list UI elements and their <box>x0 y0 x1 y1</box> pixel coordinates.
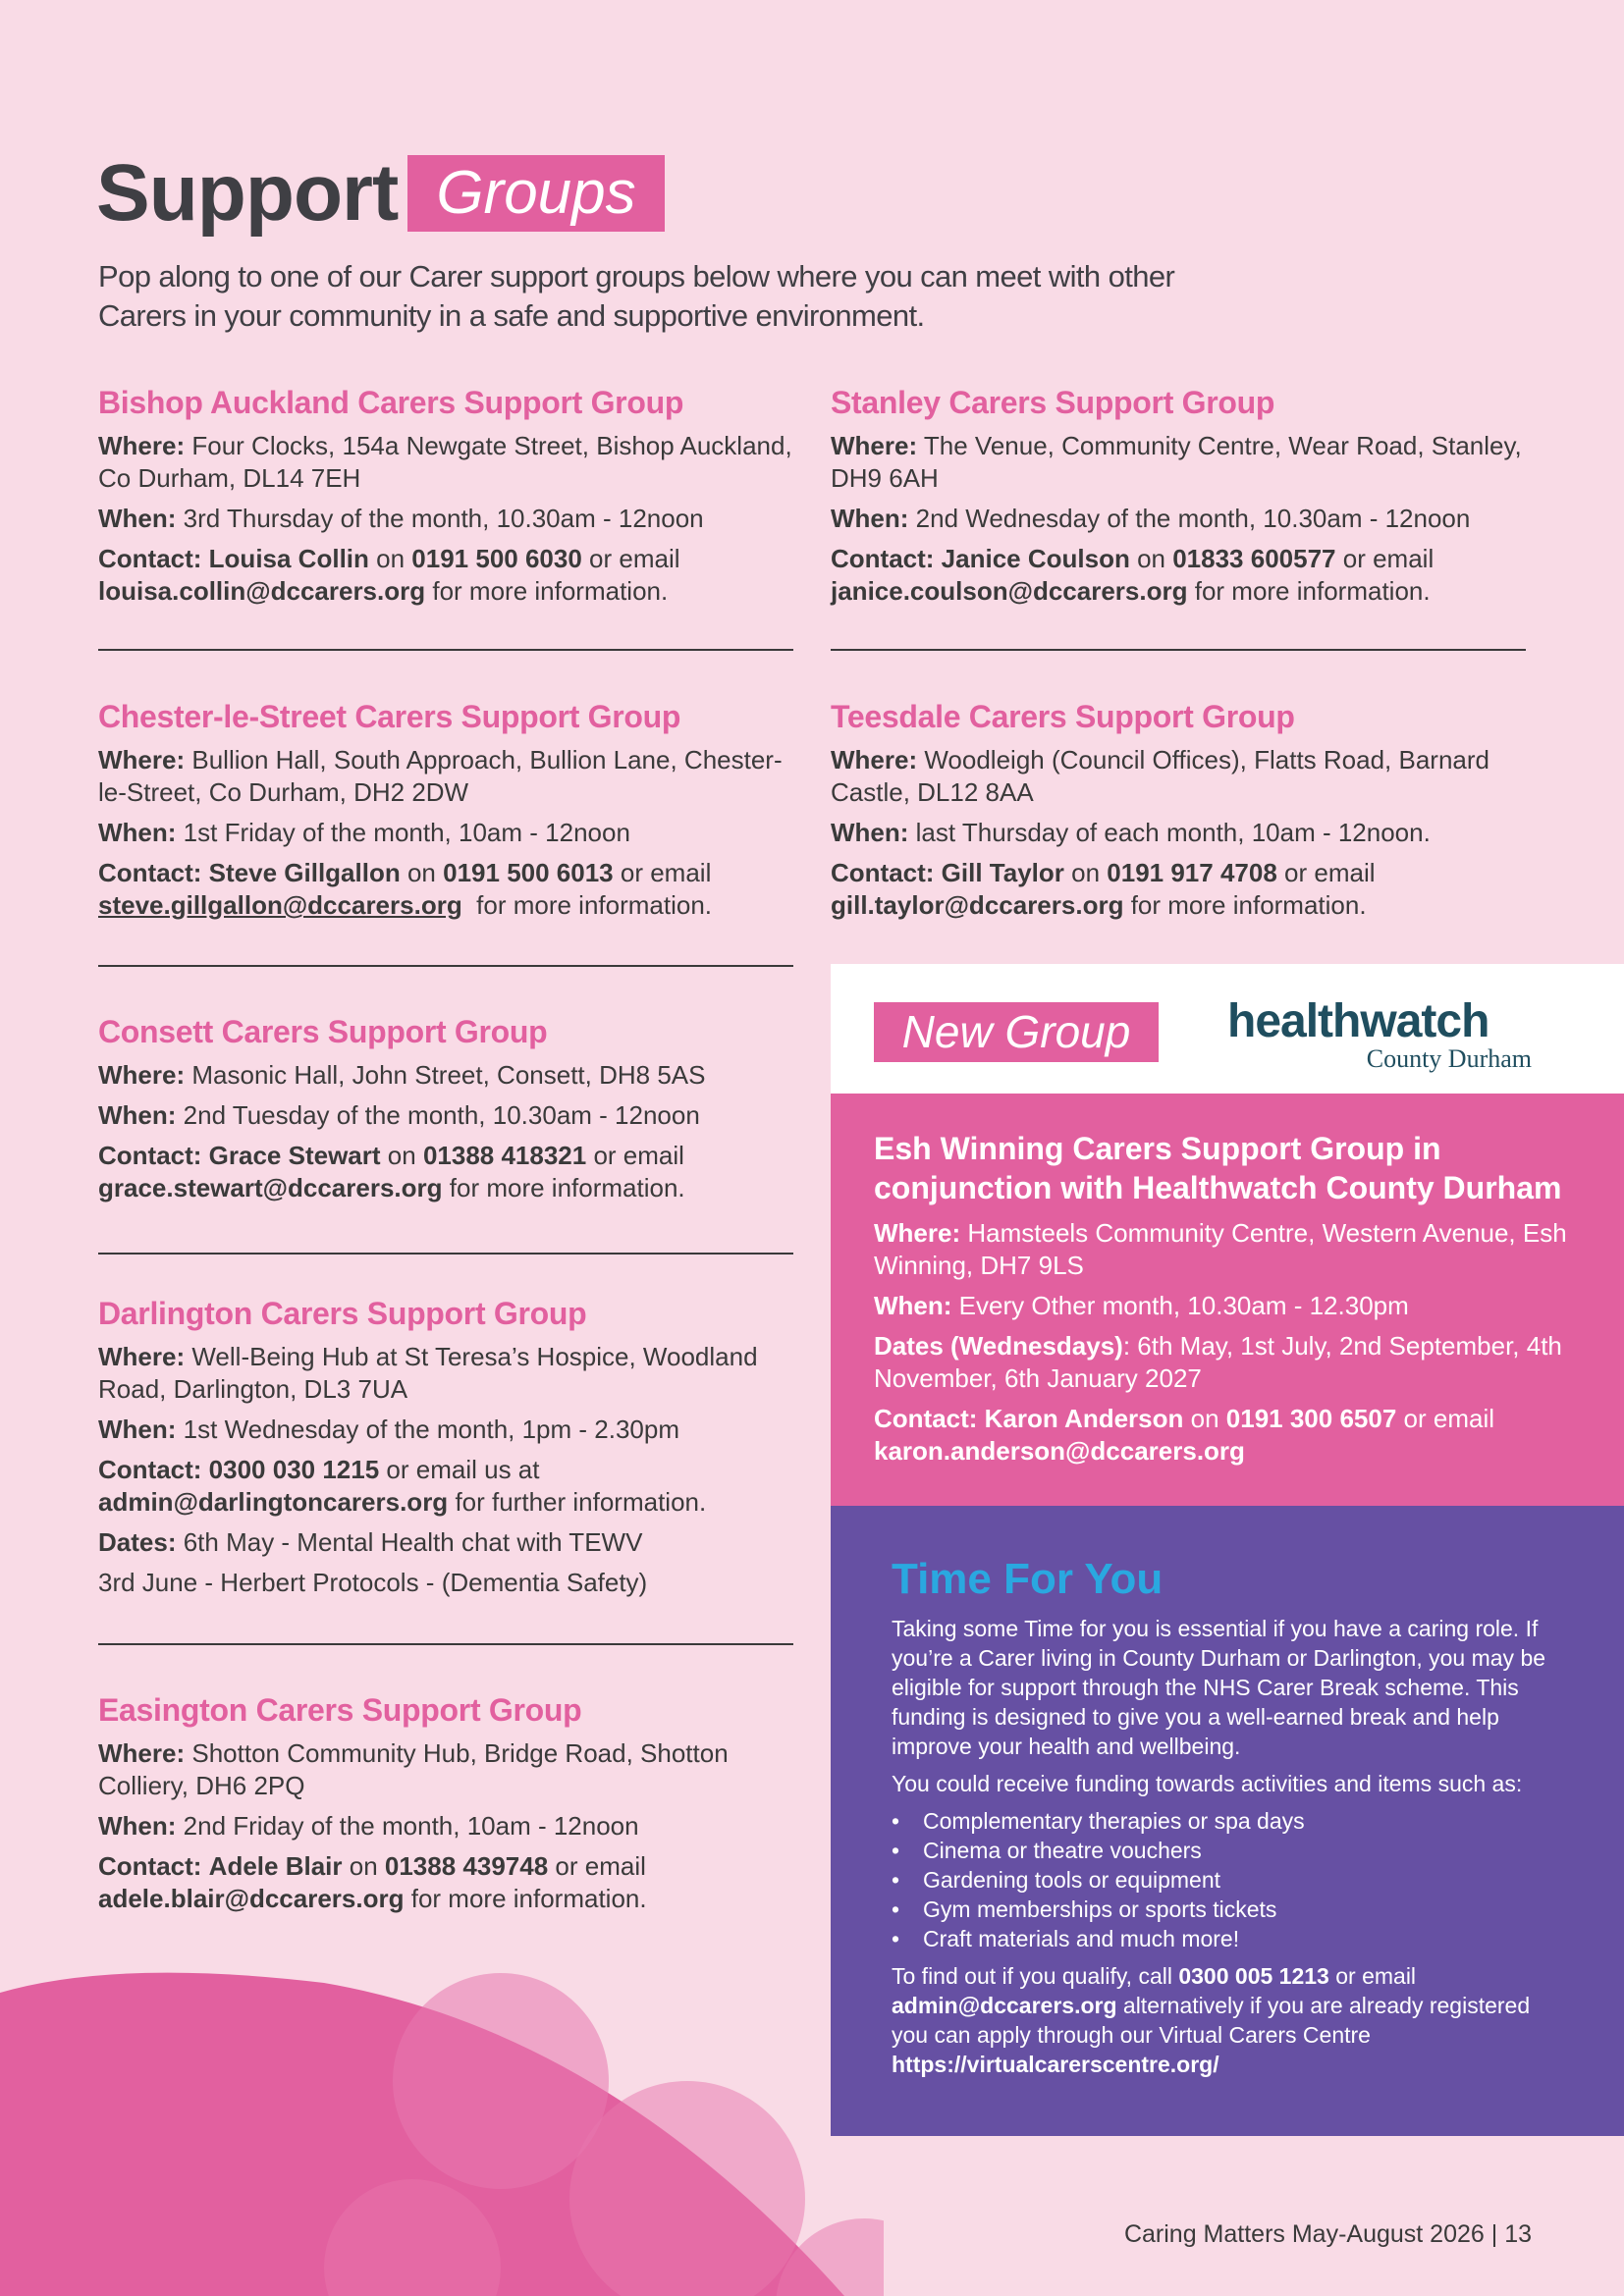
further-info-text: for further information. <box>455 1487 707 1517</box>
list-item: • Gardening tools or equipment <box>892 1865 1559 1895</box>
where-label: Where: <box>98 1342 186 1371</box>
when-value: last Thursday of each month, 10am - 12noon. <box>915 818 1431 847</box>
where-value: Hamsteels Community Centre, Western Avenue, Esh Winning, DH7 9LS <box>874 1218 1567 1280</box>
divider <box>98 965 793 967</box>
when-label: When: <box>831 504 909 533</box>
or-email-text: or email <box>1342 544 1435 573</box>
more-info-text: for more information. <box>476 890 713 920</box>
more-info-text: for more information. <box>1130 890 1367 920</box>
email-link[interactable]: janice.coulson@dccarers.org <box>831 576 1188 606</box>
on-text: on <box>1190 1404 1219 1433</box>
time-for-you-para2: You could receive funding towards activities and items such as: <box>892 1771 1523 1796</box>
group-title: Chester-le-Street Carers Support Group <box>98 699 681 734</box>
list-item: • Cinema or theatre vouchers <box>892 1836 1559 1865</box>
time-for-you-para3 <box>892 1961 1559 2079</box>
where-label: Where: <box>98 1060 186 1090</box>
dates-label: Dates (Wednesdays) <box>874 1331 1123 1361</box>
contact-name: Grace Stewart <box>208 1141 381 1170</box>
on-text: on <box>1137 544 1165 573</box>
contact-label: Contact: <box>831 544 935 573</box>
where-value: Well-Being Hub at St Teresa’s Hospice, Woodland Road, Darlington, DL3 7UA <box>98 1342 758 1404</box>
contact-label: Contact: <box>98 1455 202 1484</box>
healthwatch-logo-sub: County Durham <box>1366 1044 1532 1073</box>
where-value: Masonic Hall, John Street, Consett, DH8 5AS <box>191 1060 706 1090</box>
when-label: When: <box>98 1811 177 1841</box>
contact-name: Gill Taylor <box>941 858 1064 887</box>
divider <box>98 649 793 651</box>
on-text: on <box>376 544 406 573</box>
dates-label: Dates: <box>98 1527 177 1557</box>
group-chester-le-street <box>98 697 795 930</box>
contact-label: Contact: <box>831 858 935 887</box>
phone-number[interactable]: 0300 005 1213 <box>1178 1963 1329 1989</box>
intro-text: Pop along to one of our Carer support groups below where you can meet with other Carers in your community in a safe and supportive environment. <box>98 259 1175 333</box>
group-stanley <box>831 383 1528 615</box>
or-email-text: or email <box>555 1851 646 1881</box>
or-email-text: or email us at <box>386 1455 540 1484</box>
group-title: Darlington Carers Support Group <box>98 1296 587 1331</box>
or-email-text: or email <box>620 858 712 887</box>
when-label: When: <box>98 818 177 847</box>
healthwatch-logo-name: healthwatch <box>1227 995 1489 1047</box>
on-text: on <box>406 858 436 887</box>
contact-label: Contact: <box>98 858 202 887</box>
decorative-pink-shape <box>0 1944 884 2296</box>
where-value: Bullion Hall, South Approach, Bullion Lane, Chester- le-Street, Co Durham, DH2 2DW <box>98 745 783 807</box>
dates-value: 6th May - Mental Health chat with TEWV <box>183 1527 643 1557</box>
email-link[interactable]: adele.blair@dccarers.org <box>98 1884 405 1913</box>
when-value: 2nd Friday of the month, 10am - 12noon <box>183 1811 639 1841</box>
healthwatch-logo <box>1227 997 1532 1076</box>
contact-name: Karon Anderson <box>984 1404 1184 1433</box>
dates-value: : 6th May, 1st July, 2nd September, 4th November, 6th January 2027 <box>874 1331 1562 1393</box>
time-for-you-title: Time For You <box>892 1555 1164 1603</box>
divider <box>98 1643 793 1645</box>
when-label: When: <box>874 1291 952 1320</box>
email-link[interactable]: admin@dccarers.org <box>892 1993 1117 2018</box>
when-label: When: <box>98 1415 177 1444</box>
group-title: Esh Winning Carers Support Group in conjunction with Healthwatch County Durham <box>874 1131 1562 1205</box>
when-value: 3rd Thursday of the month, 10.30am - 12noon <box>183 504 704 533</box>
page-title-tag: Groups <box>407 155 665 232</box>
or-email-text: or email <box>1403 1404 1495 1433</box>
email-link[interactable]: admin@darlingtoncarers.org <box>98 1487 449 1517</box>
phone-number[interactable]: 0191 500 6013 <box>443 858 614 887</box>
group-easington <box>98 1690 795 1923</box>
new-group-tag: New Group <box>874 1002 1159 1062</box>
url-link[interactable]: https://virtualcarerscentre.org/ <box>892 2052 1219 2077</box>
email-link[interactable]: louisa.collin@dccarers.org <box>98 576 426 606</box>
contact-name: Steve Gillgallon <box>208 858 401 887</box>
phone-number[interactable]: 01388 418321 <box>422 1141 587 1170</box>
group-bishop-auckland <box>98 383 795 615</box>
phone-number[interactable]: 01388 439748 <box>384 1851 549 1881</box>
group-title: Stanley Carers Support Group <box>831 385 1275 420</box>
on-text: on <box>1071 858 1101 887</box>
list-item: • Gym memberships or sports tickets <box>892 1895 1559 1924</box>
where-label: Where: <box>98 745 186 774</box>
where-label: Where: <box>831 745 918 774</box>
phone-number[interactable]: 0191 300 6507 <box>1225 1404 1397 1433</box>
p3-text: or email <box>1335 1963 1417 1989</box>
on-text: on <box>387 1141 416 1170</box>
more-info-text: for more information. <box>449 1173 685 1202</box>
group-consett <box>98 1012 795 1212</box>
where-label: Where: <box>98 431 186 460</box>
phone-number[interactable]: 0191 917 4708 <box>1107 858 1277 887</box>
phone-number[interactable]: 0191 500 6030 <box>411 544 582 573</box>
where-value: Woodleigh (Council Offices), Flatts Road, Barnard Castle, DL12 8AA <box>831 745 1489 807</box>
list-item: • Complementary therapies or spa days <box>892 1806 1559 1836</box>
when-label: When: <box>98 1100 177 1130</box>
when-value: 2nd Wednesday of the month, 10.30am - 12noon <box>915 504 1471 533</box>
where-value: Four Clocks, 154a Newgate Street, Bishop Auckland, Co Durham, DL14 7EH <box>98 431 792 493</box>
contact-label: Contact: <box>98 544 202 573</box>
email-link[interactable]: steve.gillgallon@dccarers.org <box>98 890 462 920</box>
or-email-text: or email <box>593 1141 684 1170</box>
when-value: 1st Friday of the month, 10am - 12noon <box>183 818 630 847</box>
group-title: Easington Carers Support Group <box>98 1692 582 1728</box>
time-for-you-para1: Taking some Time for you is essential if you have a caring role. If you’re a Carer living in County Durham or Darlington, you may be eligible for support through the NHS Carer Break scheme. This funding is designed to give you a well-earned break and help improve your health and wellbeing. <box>892 1616 1546 1759</box>
divider <box>98 1253 793 1255</box>
email-link[interactable]: karon.anderson@dccarers.org <box>874 1436 1245 1466</box>
when-value: 2nd Tuesday of the month, 10.30am - 12noon <box>183 1100 700 1130</box>
or-email-text: or email <box>1284 858 1376 887</box>
where-label: Where: <box>98 1738 186 1768</box>
group-esh-winning <box>874 1129 1591 1475</box>
time-for-you <box>892 1553 1559 2087</box>
when-label: When: <box>831 818 909 847</box>
more-info-text: for more information. <box>410 1884 647 1913</box>
more-info-text: for more information. <box>1194 576 1431 606</box>
more-info-text: for more information. <box>432 576 669 606</box>
where-label: Where: <box>874 1218 961 1248</box>
group-title: Bishop Auckland Carers Support Group <box>98 385 684 420</box>
where-label: Where: <box>831 431 918 460</box>
on-text: on <box>349 1851 378 1881</box>
or-email-text: or email <box>589 544 680 573</box>
group-title: Consett Carers Support Group <box>98 1014 548 1049</box>
page-title: Support <box>96 148 399 238</box>
contact-name: Adele Blair <box>208 1851 343 1881</box>
when-value: 1st Wednesday of the month, 1pm - 2.30pm <box>183 1415 680 1444</box>
p3-text: To find out if you qualify, call <box>892 1963 1172 1989</box>
contact-name: Janice Coulson <box>941 544 1130 573</box>
contact-label: Contact: <box>98 1851 202 1881</box>
divider <box>831 649 1526 651</box>
dates-value: 3rd June - Herbert Protocols - (Dementia Safety) <box>98 1568 648 1597</box>
contact-label: Contact: <box>874 1404 978 1433</box>
group-title: Teesdale Carers Support Group <box>831 699 1295 734</box>
when-value: Every Other month, 10.30am - 12.30pm <box>958 1291 1409 1320</box>
where-value: The Venue, Community Centre, Wear Road, Stanley, DH9 6AH <box>831 431 1522 493</box>
contact-label: Contact: <box>98 1141 202 1170</box>
phone-number[interactable]: 01833 600577 <box>1172 544 1336 573</box>
email-link[interactable]: gill.taylor@dccarers.org <box>831 890 1124 920</box>
phone-number[interactable]: 0300 030 1215 <box>208 1455 380 1484</box>
when-label: When: <box>98 504 177 533</box>
email-link[interactable]: grace.stewart@dccarers.org <box>98 1173 443 1202</box>
group-darlington <box>98 1294 795 1607</box>
where-value: Shotton Community Hub, Bridge Road, Shotton Colliery, DH6 2PQ <box>98 1738 729 1800</box>
page-footer: Caring Matters May-August 2026 | 13 <box>1123 2220 1532 2248</box>
list-item: • Craft materials and much more! <box>892 1924 1559 1953</box>
p3-text: alternatively if you are already registered you can apply through our Virtual Carers Centre <box>892 1993 1531 2048</box>
group-teesdale <box>831 697 1528 930</box>
contact-name: Louisa Collin <box>208 544 369 573</box>
funding-list <box>892 1806 1559 1953</box>
